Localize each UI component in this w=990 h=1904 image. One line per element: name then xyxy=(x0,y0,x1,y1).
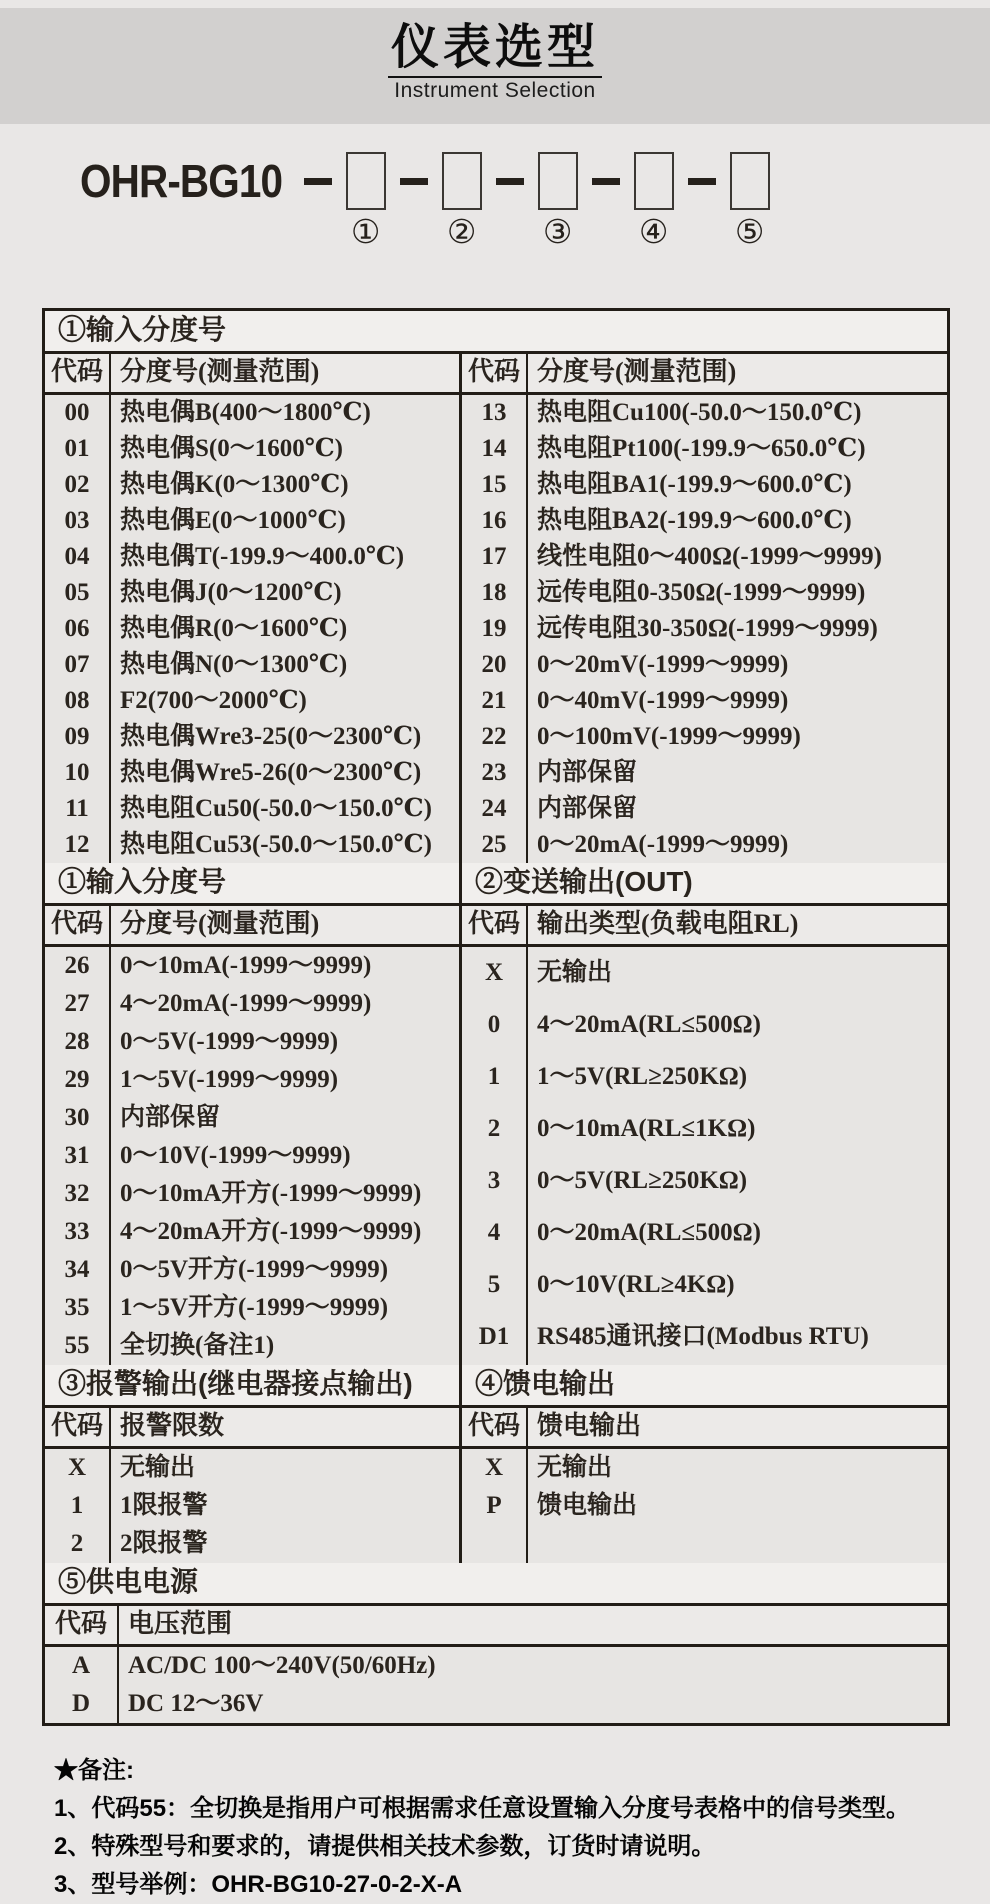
table-cell: 0～20mV(-1999～9999) xyxy=(537,651,789,678)
section1-title: ①输入分度号 xyxy=(58,314,227,345)
table-cell: 06 xyxy=(64,615,90,642)
table-cell: 无输出 xyxy=(120,1454,196,1481)
section3-header xyxy=(45,1365,947,1408)
section3-left-title: ③报警输出(继电器接点输出) xyxy=(45,1365,462,1405)
table-cell: 07 xyxy=(64,651,90,678)
table-cell: 2 xyxy=(487,1115,501,1142)
table-cell: D1 xyxy=(478,1323,510,1350)
table-cell: 1～5V(RL≥250KΩ) xyxy=(537,1063,748,1090)
section3-column-headers xyxy=(45,1408,947,1449)
table-cell: 0～100mV(-1999～9999) xyxy=(537,723,801,750)
table-cell: 28 xyxy=(64,1028,90,1055)
model-box-1 xyxy=(346,152,386,210)
table-cell: 5 xyxy=(487,1271,501,1298)
model-code-builder xyxy=(80,152,990,252)
section5-column-headers xyxy=(45,1606,947,1647)
table-cell: 55 xyxy=(64,1332,90,1359)
table-cell: 1～5V(-1999～9999) xyxy=(120,1066,339,1093)
table-cell: 热电偶Wre5-26(0～2300℃) xyxy=(120,759,422,786)
table-cell: 0～40mV(-1999～9999) xyxy=(537,687,789,714)
table-cell: 05 xyxy=(64,579,90,606)
section2-data xyxy=(45,947,947,1365)
model-box-slot-5 xyxy=(730,152,770,251)
desc-column xyxy=(111,1449,462,1563)
table-cell: 全切换(备注1) xyxy=(120,1332,275,1359)
table-cell: 19 xyxy=(481,615,507,642)
banner-title-block xyxy=(388,8,601,103)
page-title: 仪表选型 xyxy=(390,21,599,74)
section4-title: ④馈电输出 xyxy=(475,1368,616,1399)
section2-header xyxy=(45,863,947,906)
table-cell: 热电偶B(400～1800℃) xyxy=(120,399,371,426)
section2-left-title: ①输入分度号 xyxy=(45,863,462,903)
table-cell: X xyxy=(67,1454,87,1481)
table-cell: 09 xyxy=(64,723,90,750)
table-cell: 29 xyxy=(64,1066,90,1093)
table-cell: 04 xyxy=(64,543,90,570)
table-cell: 33 xyxy=(64,1218,90,1245)
table-cell: 热电阻BA2(-199.9～600.0℃) xyxy=(537,507,852,534)
table-cell: 0～10V(-1999～9999) xyxy=(120,1142,351,1169)
desc-column xyxy=(111,395,462,863)
table-cell: 热电偶J(0～1200℃) xyxy=(120,579,342,606)
column-header-code: 代码 xyxy=(45,1408,111,1446)
note-line-2: 2、特殊型号和要求的，请提供相关技术参数，订货时请说明。 xyxy=(54,1833,716,1860)
table-cell: 23 xyxy=(481,759,507,786)
selection-table xyxy=(42,308,950,1726)
section1-data xyxy=(45,395,947,863)
table-cell: A xyxy=(71,1652,91,1679)
code-column xyxy=(462,1449,528,1563)
table-cell: 0～20mA(-1999～9999) xyxy=(537,831,789,858)
dash-separator xyxy=(496,178,524,185)
table-cell: 1 xyxy=(487,1063,501,1090)
table-cell: 03 xyxy=(64,507,90,534)
table-cell: 热电偶T(-199.9～400.0℃) xyxy=(120,543,405,570)
table-cell: 0～10mA(RL≤1KΩ) xyxy=(537,1115,756,1142)
column-header-desc: 电压范围 xyxy=(128,1609,233,1638)
table-cell: 内部保留 xyxy=(120,1104,221,1131)
position-label-1: ① xyxy=(350,212,381,251)
table-cell: 1 xyxy=(70,1492,84,1519)
note-line-1: 1、代码55：全切换是指用户可根据需求任意设置输入分度号表格中的信号类型。 xyxy=(54,1795,911,1822)
desc-column xyxy=(528,395,947,863)
section5-header xyxy=(45,1563,947,1606)
table-cell: 2限报警 xyxy=(120,1530,208,1557)
table-cell: 热电偶S(0～1600℃) xyxy=(120,435,344,462)
table-cell: 0～10mA(-1999～9999) xyxy=(120,952,372,979)
table-cell: 热电偶N(0～1300℃) xyxy=(120,651,348,678)
table-cell: 4 xyxy=(487,1219,501,1246)
page xyxy=(0,8,990,1904)
table-cell: F2(700～2000℃) xyxy=(120,687,307,714)
table-cell: 10 xyxy=(64,759,90,786)
table-cell: 34 xyxy=(64,1256,90,1283)
table-cell: X xyxy=(484,959,504,986)
model-box-3 xyxy=(538,152,578,210)
table-cell: 14 xyxy=(481,435,507,462)
column-header-desc: 分度号(测量范围) xyxy=(111,906,462,944)
table-cell: 21 xyxy=(481,687,507,714)
table-cell: 内部保留 xyxy=(537,795,638,822)
table-cell: 0～10V(RL≥4KΩ) xyxy=(537,1271,735,1298)
position-label-5: ⑤ xyxy=(734,212,765,251)
table-cell: DC 12～36V xyxy=(128,1690,264,1717)
dash-separator xyxy=(688,178,716,185)
table-cell: 热电偶K(0～1300℃) xyxy=(120,471,349,498)
table-cell: 08 xyxy=(64,687,90,714)
table-cell: 0～5V开方(-1999～9999) xyxy=(120,1256,389,1283)
table-cell: 1～5V开方(-1999～9999) xyxy=(120,1294,389,1321)
table-cell: 01 xyxy=(64,435,90,462)
table-cell: 热电阻Cu53(-50.0～150.0℃) xyxy=(120,831,432,858)
code-column xyxy=(45,395,111,863)
model-box-4 xyxy=(634,152,674,210)
table-cell: 32 xyxy=(64,1180,90,1207)
notes-title: ★备注: xyxy=(54,1757,134,1784)
table-cell: X xyxy=(484,1454,504,1481)
section2-column-headers xyxy=(45,906,947,947)
column-header-code: 代码 xyxy=(45,906,111,944)
table-cell: 12 xyxy=(64,831,90,858)
table-cell: 02 xyxy=(64,471,90,498)
table-cell: 31 xyxy=(64,1142,90,1169)
column-header-desc: 分度号(测量范围) xyxy=(111,354,462,392)
table-cell: 线性电阻0～400Ω(-1999～9999) xyxy=(537,543,882,570)
column-header-code: 代码 xyxy=(462,1408,528,1446)
table-cell: 无输出 xyxy=(537,959,613,986)
note-line-3: 3、型号举例：OHR-BG10-27-0-2-X-A xyxy=(54,1871,463,1898)
code-column xyxy=(462,947,528,1365)
dash-separator xyxy=(304,178,332,185)
table-cell: 远传电阻0-350Ω(-1999～9999) xyxy=(537,579,866,606)
table-cell: 0～5V(-1999～9999) xyxy=(120,1028,339,1055)
table-cell: 4～20mA(RL≤500Ω) xyxy=(537,1011,761,1038)
dash-separator xyxy=(592,178,620,185)
position-label-4: ④ xyxy=(638,212,669,251)
table-cell: 热电阻Cu100(-50.0～150.0℃) xyxy=(537,399,862,426)
column-header-desc: 输出类型(负载电阻RL) xyxy=(537,909,799,938)
column-header-desc: 报警限数 xyxy=(111,1408,462,1446)
column-header-desc: 分度号(测量范围) xyxy=(537,357,737,386)
table-cell: 1限报警 xyxy=(120,1492,208,1519)
section5-data xyxy=(45,1647,947,1723)
table-cell: 无输出 xyxy=(537,1454,613,1481)
model-box-2 xyxy=(442,152,482,210)
code-column xyxy=(462,395,528,863)
table-cell: 远传电阻30-350Ω(-1999～9999) xyxy=(537,615,878,642)
table-cell: 2 xyxy=(70,1530,84,1557)
table-cell: 0～5V(RL≥250KΩ) xyxy=(537,1167,748,1194)
table-cell: 00 xyxy=(64,399,90,426)
table-cell: 17 xyxy=(481,543,507,570)
position-label-3: ③ xyxy=(542,212,573,251)
table-cell: 0～20mA(RL≤500Ω) xyxy=(537,1219,761,1246)
table-cell: 4～20mA(-1999～9999) xyxy=(120,990,372,1017)
column-header-desc: 馈电输出 xyxy=(537,1411,642,1440)
page-banner xyxy=(0,8,990,124)
model-box-slot-4 xyxy=(634,152,674,251)
table-cell: 20 xyxy=(481,651,507,678)
table-cell: 11 xyxy=(65,795,89,822)
section1-column-headers xyxy=(45,354,947,395)
model-box-slot-3 xyxy=(538,152,578,251)
table-cell: 热电阻Cu50(-50.0～150.0℃) xyxy=(120,795,432,822)
table-cell: 15 xyxy=(481,471,507,498)
column-header-code: 代码 xyxy=(462,906,528,944)
table-cell: P xyxy=(486,1492,502,1519)
table-cell: 18 xyxy=(481,579,507,606)
section2-right-title: ②变送输出(OUT) xyxy=(475,866,693,897)
desc-column xyxy=(119,1647,947,1723)
table-cell: 4～20mA开方(-1999～9999) xyxy=(120,1218,422,1245)
table-cell: 35 xyxy=(64,1294,90,1321)
desc-column xyxy=(111,947,462,1365)
model-prefix: OHR-BG10 xyxy=(80,155,283,207)
table-cell: RS485通讯接口(Modbus RTU) xyxy=(537,1323,869,1350)
page-subtitle: Instrument Selection xyxy=(388,76,601,103)
table-cell: 30 xyxy=(64,1104,90,1131)
model-box-slot-2 xyxy=(442,152,482,251)
table-cell: 热电偶Wre3-25(0～2300℃) xyxy=(120,723,422,750)
section5-title: ⑤供电电源 xyxy=(58,1566,199,1597)
table-cell: AC/DC 100～240V(50/60Hz) xyxy=(128,1652,436,1679)
model-box-slot-1 xyxy=(346,152,386,251)
column-header-code: 代码 xyxy=(45,354,111,392)
table-cell: 26 xyxy=(64,952,90,979)
section1-header xyxy=(45,311,947,354)
table-cell: 24 xyxy=(481,795,507,822)
table-cell: 16 xyxy=(481,507,507,534)
table-cell: 内部保留 xyxy=(537,759,638,786)
table-cell: 27 xyxy=(64,990,90,1017)
table-cell: 馈电输出 xyxy=(537,1492,638,1519)
model-box-5 xyxy=(730,152,770,210)
table-cell: 25 xyxy=(481,831,507,858)
table-cell: 0～10mA开方(-1999～9999) xyxy=(120,1180,422,1207)
table-cell: D xyxy=(71,1690,91,1717)
table-cell: 3 xyxy=(487,1167,501,1194)
notes xyxy=(54,1752,990,1904)
code-column xyxy=(45,1647,119,1723)
table-cell: 热电偶E(0～1000℃) xyxy=(120,507,346,534)
table-cell: 热电阻Pt100(-199.9～650.0℃) xyxy=(537,435,866,462)
table-cell: 0 xyxy=(487,1011,501,1038)
dash-separator xyxy=(400,178,428,185)
table-cell: 13 xyxy=(481,399,507,426)
desc-column xyxy=(528,1449,947,1563)
code-column xyxy=(45,1449,111,1563)
code-column xyxy=(45,947,111,1365)
position-label-2: ② xyxy=(446,212,477,251)
column-header-code: 代码 xyxy=(462,354,528,392)
section3-data xyxy=(45,1449,947,1563)
table-cell: 热电偶R(0～1600℃) xyxy=(120,615,348,642)
desc-column xyxy=(528,947,947,1365)
table-cell: 热电阻BA1(-199.9～600.0℃) xyxy=(537,471,852,498)
column-header-code: 代码 xyxy=(45,1606,119,1644)
table-cell: 22 xyxy=(481,723,507,750)
